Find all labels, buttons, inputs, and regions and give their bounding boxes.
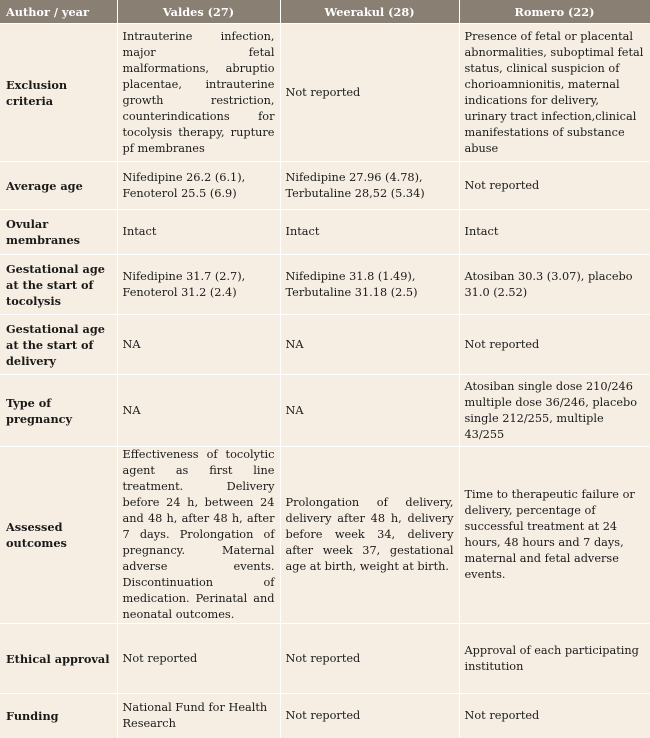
cell-romero: Atosiban single dose 210/246 multiple dose 36/246, placebo single 212/255, multiple 43/255 <box>459 375 650 447</box>
cell-weerakul: NA <box>280 375 459 447</box>
header-weerakul: Weerakul (28) <box>280 0 459 24</box>
header-valdes: Valdes (27) <box>117 0 280 24</box>
row-label: Exclusion criteria <box>0 24 117 162</box>
cell-valdes: Not reported <box>117 624 280 694</box>
cell-valdes: NA <box>117 315 280 375</box>
header-row <box>0 0 650 24</box>
cell-romero: Intact <box>459 210 650 255</box>
table-row <box>0 315 650 375</box>
cell-weerakul: Intact <box>280 210 459 255</box>
cell-romero: Time to therapeutic failure or delivery, percentage of successful treatment at 24 hours, 48 hours and 7 days, maternal and fetal adverse events. <box>459 447 650 624</box>
header-author-year: Author / year <box>0 0 117 24</box>
cell-weerakul: Not reported <box>280 694 459 738</box>
table-row <box>0 447 650 624</box>
cell-valdes: NA <box>117 375 280 447</box>
row-label: Gestational age at the start of delivery <box>0 315 117 375</box>
table-row <box>0 210 650 255</box>
cell-romero: Atosiban 30.3 (3.07), placebo 31.0 (2.52) <box>459 255 650 315</box>
header-romero: Romero (22) <box>459 0 650 24</box>
cell-valdes: Nifedipine 31.7 (2.7), Fenoterol 31.2 (2.4) <box>117 255 280 315</box>
cell-valdes: Nifedipine 26.2 (6.1), Fenoterol 25.5 (6.9) <box>117 162 280 210</box>
cell-valdes: Intact <box>117 210 280 255</box>
row-label: Assessed outcomes <box>0 447 117 624</box>
cell-weerakul: Not reported <box>280 624 459 694</box>
row-label: Funding <box>0 694 117 738</box>
cell-romero: Not reported <box>459 162 650 210</box>
cell-weerakul: Prolongation of delivery, delivery after 48 h, delivery before week 34, delivery after week 37, gestational age at birth, weight at birth. <box>280 447 459 624</box>
cell-weerakul: Nifedipine 31.8 (1.49), Terbutaline 31.18 (2.5) <box>280 255 459 315</box>
cell-weerakul: Not reported <box>280 24 459 162</box>
row-label: Type of pregnancy <box>0 375 117 447</box>
cell-valdes: National Fund for Health Research <box>117 694 280 738</box>
cell-romero: Presence of fetal or placental abnormalities, suboptimal fetal status, clinical suspicion of chorioamnionitis, maternal indications for delivery, urinary tract infection,clinical manifestations of substance abuse <box>459 24 650 162</box>
table-row <box>0 255 650 315</box>
cell-weerakul: NA <box>280 315 459 375</box>
row-label: Ovular membranes <box>0 210 117 255</box>
table-row <box>0 375 650 447</box>
cell-romero: Not reported <box>459 315 650 375</box>
cell-valdes: Effectiveness of tocolytic agent as first line treatment. Delivery before 24 h, between 24 and 48 h, after 48 h, after 7 days. Prolongation of pregnancy. Maternal adverse events. Discontinuation of medication. Perinatal and neonatal outcomes. <box>117 447 280 624</box>
cell-romero: Approval of each participating institution <box>459 624 650 694</box>
row-label: Ethical approval <box>0 624 117 694</box>
table-row <box>0 162 650 210</box>
cell-weerakul: Nifedipine 27.96 (4.78), Terbutaline 28,52 (5.34) <box>280 162 459 210</box>
table-row <box>0 24 650 162</box>
table-row <box>0 624 650 694</box>
row-label: Average age <box>0 162 117 210</box>
cell-romero: Not reported <box>459 694 650 738</box>
table-row <box>0 694 650 738</box>
cell-valdes: Intrauterine infection, major fetal malformations, abruptio placentae, intrauterine growth restriction, counterindications for tocolysis therapy, rupture pf membranes <box>117 24 280 162</box>
row-label: Gestational age at the start of tocolysis <box>0 255 117 315</box>
